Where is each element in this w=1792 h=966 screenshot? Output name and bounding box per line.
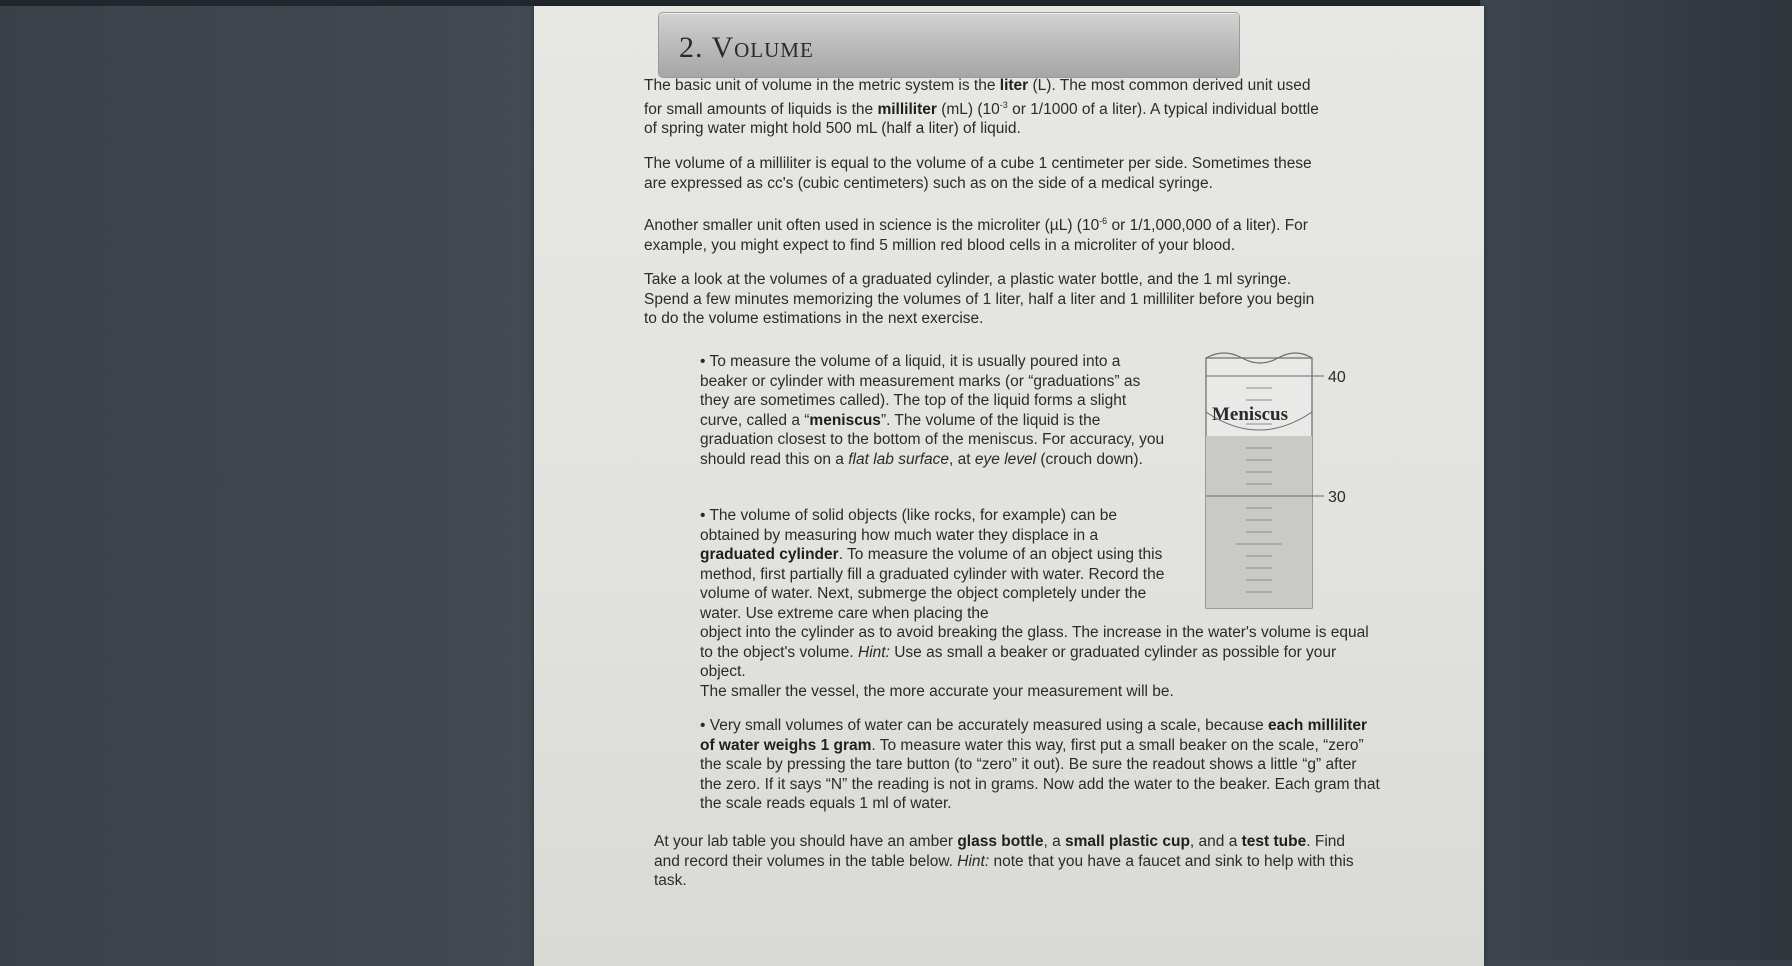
text: or 1/1,000,000 of a liter). For example, you might expect to find 5 million red blood cells in a microliter of your blood. xyxy=(644,217,1308,254)
term-milliliter-gram: each milliliter of water weighs 1 gram xyxy=(700,717,1368,754)
text: , a xyxy=(1043,833,1065,850)
section-heading: 2. Volume xyxy=(679,31,814,64)
bullet-displacement xyxy=(700,506,1170,623)
text: The smaller the vessel, the more accurate your measurement will be. xyxy=(700,682,1174,700)
term-glass-bottle: glass bottle xyxy=(957,833,1044,850)
text: (mL) (10 xyxy=(936,100,1000,118)
term-plastic-cup: small plastic cup xyxy=(1065,833,1190,850)
text: • To measure the volume of a liquid, it is usually poured into a beaker or cylinder with measurement marks (or “graduations” as they are sometimes called). The top of the liquid forms a slight curve, called a “ xyxy=(700,353,1141,429)
text: object into the cylinder as to avoid breaking the glass. The increase in the water's volume is equal to the object's volume. xyxy=(700,624,1369,661)
paragraph-microliter xyxy=(644,212,1324,255)
section-heading-box xyxy=(658,12,1240,78)
emph-hint: Hint: xyxy=(957,852,990,870)
background-right xyxy=(1480,0,1792,960)
label-40: 40 xyxy=(1328,369,1346,386)
document-page xyxy=(534,6,1484,966)
text: , and a xyxy=(1189,833,1242,850)
text: The basic unit of volume in the metric system is the xyxy=(644,77,1000,94)
term-graduated-cylinder: graduated cylinder xyxy=(700,546,839,563)
liquid-fill xyxy=(1206,436,1312,608)
text: Use as small a beaker or graduated cylinder as possible for your object. xyxy=(700,643,1337,680)
term-liter: liter xyxy=(999,77,1029,94)
text: or 1/1000 of a liter). A typical individual bottle of spring water might hold 500 mL (half a liter) of liquid. xyxy=(644,100,1319,138)
label-30: 30 xyxy=(1328,489,1346,506)
text: • The volume of solid objects (like rocks, for example) can be obtained by measuring how much water they displace in a xyxy=(700,507,1117,544)
text: . To measure water this way, first put a small beaker on the scale, “zero” the scale by pressing the tare button (to “zero” it out). Be sure the readout shows a little “g” after the zero. If it says “N” the reading is not in grams. Now add the water to the beaker. Each gram that the scale reads equals 1 ml of water. xyxy=(700,736,1380,812)
term-meniscus: meniscus xyxy=(809,411,881,429)
paragraph-look: Take a look at the volumes of a graduated cylinder, a plastic water bottle, and the 1 ml syringe. Spend a few minutes memorizing the volumes of 1 liter, half a liter and 1 milliliter before you begin to do the volume estimations in the next exercise. xyxy=(644,271,1315,327)
text: (L). The most common derived unit used for small amounts of liquids is the xyxy=(644,77,1311,118)
emph-hint: Hint: xyxy=(858,643,890,661)
emph-eye-level: eye level xyxy=(974,450,1037,468)
paragraph-liter xyxy=(644,76,1324,139)
text: At your lab table you should have an amber xyxy=(654,833,958,850)
paragraph-milliliter: The volume of a milliliter is equal to the volume of a cube 1 centimeter per side. Sometimes these are expressed as cc's (cubic centimeters) such as on the side of a medical syringe. xyxy=(644,155,1312,192)
bullet-scale xyxy=(700,716,1380,814)
text: . To measure the volume of an object using this method, first partially fill a graduated cylinder with water. Record the volume of water. Next, submerge the object completely under the water. Use extreme care when placing the xyxy=(700,546,1165,622)
text: Another smaller unit often used in science is the microliter (µL) (10 xyxy=(644,217,1100,235)
text: , at xyxy=(949,450,975,468)
bullet-meniscus xyxy=(700,352,1170,469)
text: • Very small volumes of water can be accurately measured using a scale, because xyxy=(700,717,1269,734)
emph-flat-surface: flat lab surface xyxy=(848,450,950,468)
text: ”. The volume of the liquid is the graduation closest to the bottom of the meniscus. For accuracy, you should read this on a xyxy=(700,411,1165,468)
exponent: -6 xyxy=(1099,216,1108,226)
bullet-displacement-cont xyxy=(700,623,1380,701)
term-milliliter: milliliter xyxy=(877,100,937,118)
text: . Find and record their volumes in the table below. xyxy=(654,833,1345,870)
meniscus-label: Meniscus xyxy=(1212,404,1288,425)
paragraph-lab-table xyxy=(654,832,1354,891)
exponent: -3 xyxy=(999,99,1008,110)
term-test-tube: test tube xyxy=(1241,833,1307,850)
text: note that you have a faucet and sink to help with this task. xyxy=(654,852,1354,889)
text: (crouch down). xyxy=(1036,450,1143,468)
meniscus-cylinder-diagram xyxy=(1204,346,1384,616)
